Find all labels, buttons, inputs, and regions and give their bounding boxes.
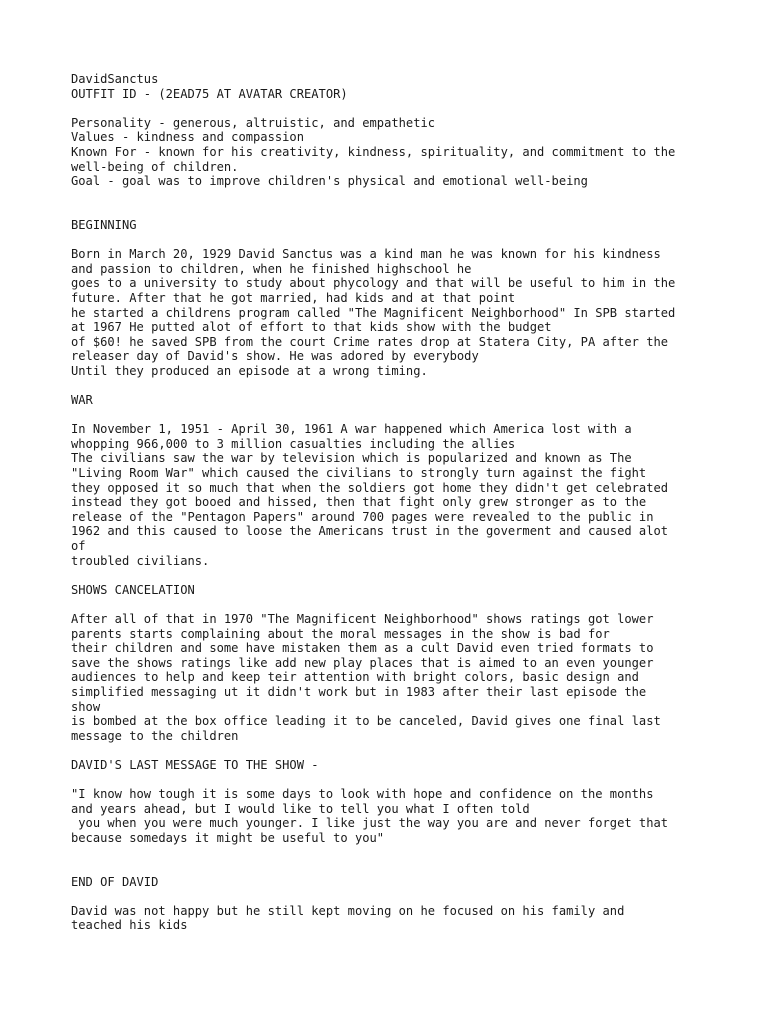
outfit-id: OUTFIT ID - (2EAD75 AT AVATAR CREATOR) <box>71 86 348 101</box>
section-heading: BEGINNING <box>71 217 137 232</box>
war-section <box>71 393 711 568</box>
paragraph-line: of $60! he saved SPB from the court Crime rates drop at Statera City, PA after the <box>71 334 669 349</box>
paragraph-line: goes to a university to study about phycology and that will be useful to him in the <box>71 276 676 291</box>
spacer <box>71 860 711 875</box>
quote-line: you when you were much younger. I like just the way you are and never forget that <box>71 816 669 831</box>
paragraph-line: save the shows ratings like add new play places that is aimed to an even younger <box>71 655 654 670</box>
profile-section <box>71 116 711 189</box>
spacer <box>71 189 711 204</box>
profile-line: well-being of children. <box>71 159 239 174</box>
paragraph-line: teached his kids <box>71 918 188 933</box>
paragraph-line: Born in March 20, 1929 David Sanctus was a kind man he was known for his kindness <box>71 247 661 262</box>
spacer <box>71 408 711 423</box>
paragraph-line: David was not happy but he still kept moving on he focused on his family and <box>71 903 625 918</box>
paragraph-line: their children and some have mistaken them as a cult David even tried formats to <box>71 641 654 656</box>
paragraph-line: at 1967 He putted alot of effort to that kids show with the budget <box>71 320 552 335</box>
spacer <box>71 845 711 860</box>
character-name: DavidSanctus <box>71 72 159 86</box>
paragraph-line: Until they produced an episode at a wrong timing. <box>71 363 428 378</box>
paragraph-line: of <box>71 539 86 553</box>
beginning-section <box>71 218 711 379</box>
paragraph-line: After all of that in 1970 "The Magnificent Neighborhood" shows ratings got lower <box>71 611 654 626</box>
paragraph-line: show <box>71 699 101 714</box>
spacer <box>71 743 711 758</box>
paragraph-line: releaser day of David's show. He was adored by everybody <box>71 349 479 364</box>
paragraph-line: release of the "Pentagon Papers" around 700 pages were revealed to the public in <box>71 509 654 524</box>
paragraph-line: he started a childrens program called "The Magnificent Neighborhood" In SPB started <box>71 305 676 320</box>
quote-line: "I know how tough it is some days to look with hope and confidence on the months <box>71 787 654 802</box>
spacer <box>71 378 711 393</box>
profile-line: Known For - known for his creativity, kindness, spirituality, and commitment to the <box>71 144 676 159</box>
spacer <box>71 597 711 612</box>
spacer <box>71 233 711 248</box>
paragraph-line: The civilians saw the war by television which is popularized and known as The <box>71 451 632 466</box>
paragraph-line: whopping 966,000 to 3 million casualties including the allies <box>71 436 516 451</box>
paragraph-line: audiences to help and keep teir attention with bright colors, basic design and <box>71 670 639 685</box>
paragraph-line: troubled civilians. <box>71 553 210 568</box>
profile-line: Values - kindness and compassion <box>71 130 304 145</box>
profile-line: Personality - generous, altruistic, and empathetic <box>71 115 436 130</box>
end-section <box>71 875 711 933</box>
spacer <box>71 101 711 116</box>
paragraph-line: parents starts complaining about the moral messages in the show is bad for <box>71 626 610 641</box>
spacer <box>71 773 711 788</box>
paragraph-line: instead they got booed and hissed, then that fight only grew stronger as to the <box>71 495 647 510</box>
last-message-section <box>71 758 711 846</box>
spacer <box>71 568 711 583</box>
paragraph-line: and passion to children, when he finished highschool he <box>71 261 472 276</box>
paragraph-line: "Living Room War" which caused the civilians to strongly turn against the fight <box>71 466 647 481</box>
quote-line: because somedays it might be useful to you" <box>71 830 385 845</box>
paragraph-line: they opposed it so much that when the soldiers got home they didn't get celebrated <box>71 480 669 495</box>
spacer <box>71 889 711 904</box>
paragraph-line: simplified messaging ut it didn't work but in 1983 after their last episode the <box>71 684 647 699</box>
paragraph-line: future. After that he got married, had kids and at that point <box>71 290 516 305</box>
paragraph-line: In November 1, 1951 - April 30, 1961 A war happened which America lost with a <box>71 422 632 437</box>
paragraph-line: is bombed at the box office leading it to be canceled, David gives one final last <box>71 714 661 729</box>
section-heading: END OF DAVID <box>71 874 159 889</box>
document-page <box>71 72 711 933</box>
section-heading: WAR <box>71 393 93 408</box>
profile-line: Goal - goal was to improve children's physical and emotional well-being <box>71 174 588 189</box>
paragraph-line: 1962 and this caused to loose the Americans trust in the goverment and caused alot <box>71 524 669 539</box>
section-heading: SHOWS CANCELATION <box>71 582 195 597</box>
spacer <box>71 203 711 218</box>
paragraph-line: message to the children <box>71 728 239 743</box>
section-heading: DAVID'S LAST MESSAGE TO THE SHOW - <box>71 757 319 772</box>
cancelation-section <box>71 583 711 744</box>
quote-line: and years ahead, but I would like to tell you what I often told <box>71 801 530 816</box>
